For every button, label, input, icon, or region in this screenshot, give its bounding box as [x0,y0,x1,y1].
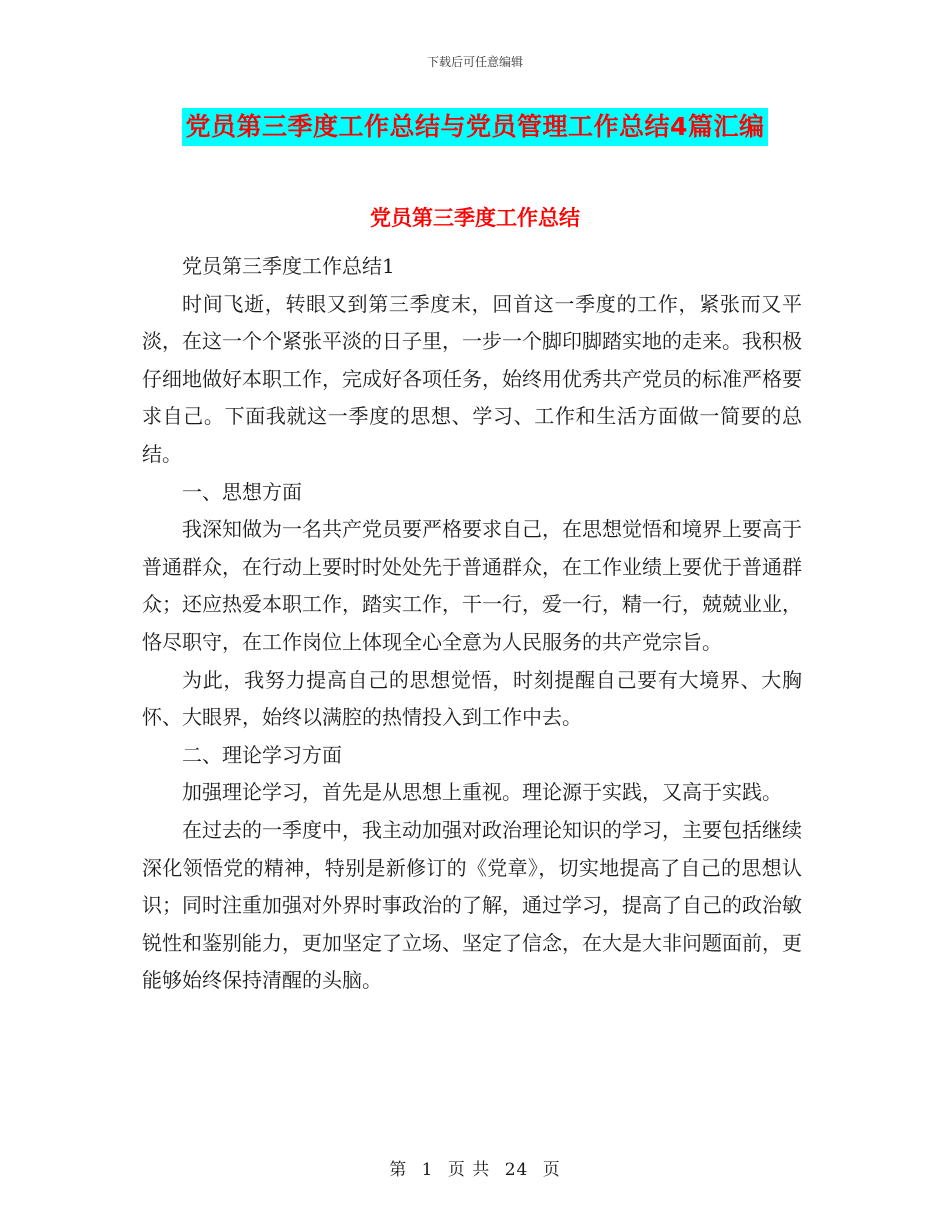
section-title: 党员第三季度工作总结 [370,206,580,230]
footer-suffix: 页 [542,1160,561,1180]
footer-prefix: 第 [389,1160,408,1180]
main-title: 党员第三季度工作总结与党员管理工作总结4篇汇编 [182,108,769,146]
paragraph-heading-theory: 二、理论学习方面 [182,742,342,767]
paragraph-study: 在过去的一季度中，我主动加强对政治理论知识的学习，主要包括继续深化领悟党的精神，特别是新修订的《党章》，切实地提高了自己的思想认识；同时注重加强对外界时事政治的了解，通过学习，提高了自己的政治敏锐性和鉴别能力，更加坚定了立场、坚定了信念，在大是大非问题面前，更能够始终保持清醒的头脑。 [142,817,802,993]
footer-middle: 页 共 [447,1160,491,1180]
paragraph-thought: 我深知做为一名共产党员要严格要求自己，在思想觉悟和境界上要高于普通群众，在行动上要时时处处先于普通群众，在工作业绩上要优于普通群众；还应热爱本职工作，踏实工作，干一行，爱一行，精一行，兢兢业业，恪尽职守，在工作岗位上体现全心全意为人民服务的共产党宗旨。 [142,517,802,654]
main-title-container [0,108,950,146]
paragraph-effort: 为此，我努力提高自己的思想觉悟，时刻提醒自己要有大境界、大胸怀、大眼界，始终以满腔的热情投入到工作中去。 [142,667,802,730]
body-content [142,248,802,1000]
page-footer [0,1155,950,1180]
paragraph-heading-thought: 一、思想方面 [182,479,302,504]
footer-page-number: 1 [421,1160,434,1180]
paragraph-theory: 加强理论学习，首先是从思想上重视。理论源于实践，又高于实践。 [182,780,782,805]
paragraph-subtitle: 党员第三季度工作总结1 [182,254,395,278]
header-note: 下载后可任意编辑 [426,55,523,69]
paragraph-intro: 时间飞逝，转眼又到第三季度末，回首这一季度的工作，紧张而又平淡，在这一个个紧张平淡的日子里，一步一个脚印脚踏实地的走来。我积极仔细地做好本职工作，完成好各项任务，始终用优秀共产党员的标准严格要求自己。下面我就这一季度的思想、学习、工作和生活方面做一简要的总结。 [142,291,802,466]
footer-total-pages: 24 [504,1160,529,1180]
